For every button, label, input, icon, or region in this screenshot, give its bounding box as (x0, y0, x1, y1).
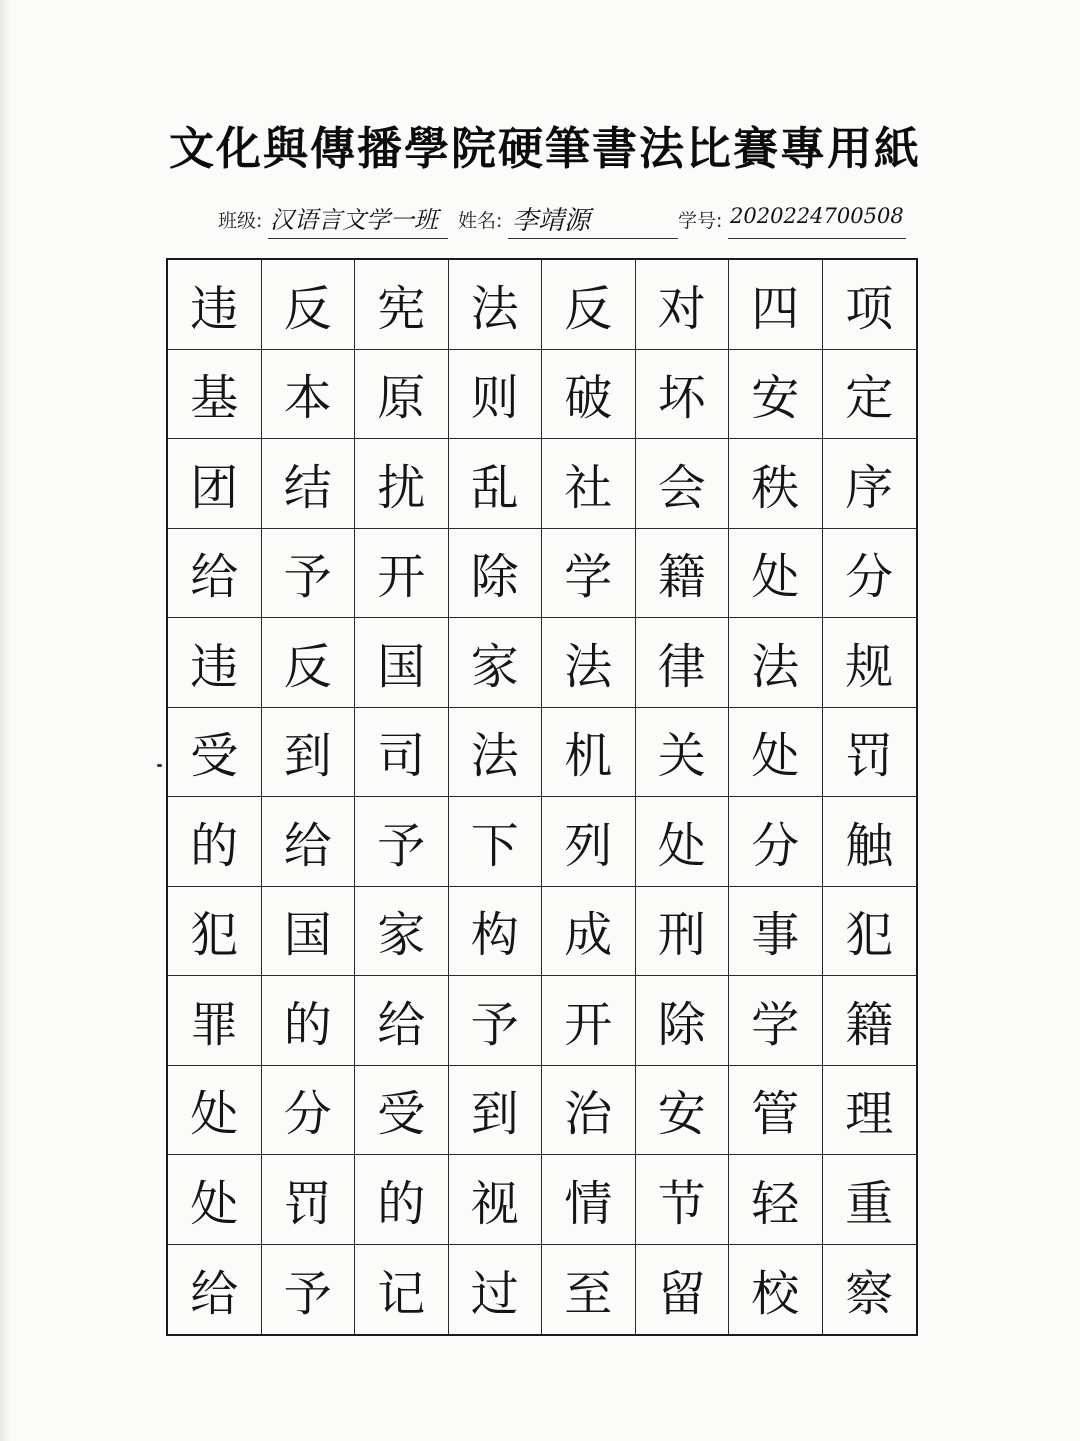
grid-cell: 法 (542, 618, 636, 708)
grid-cell: 予 (355, 797, 449, 887)
grid-cell: 分 (262, 1066, 356, 1156)
grid-cell: 记 (355, 1245, 449, 1335)
grid-cell: 处 (168, 1155, 262, 1245)
grid-cell: 的 (262, 976, 356, 1066)
grid-cell: 的 (355, 1155, 449, 1245)
grid-cell: 司 (355, 708, 449, 798)
grid-cell: 法 (449, 708, 543, 798)
grid-cell: 节 (636, 1155, 730, 1245)
grid-cell: 给 (355, 976, 449, 1066)
grid-cell: 触 (823, 797, 917, 887)
name-underline (508, 238, 678, 239)
paper-edge-shadow (0, 0, 12, 1441)
grid-cell: 定 (823, 350, 917, 440)
grid-cell: 社 (542, 439, 636, 529)
grid-cell: 予 (262, 529, 356, 619)
grid-cell: 处 (729, 708, 823, 798)
grid-cell: 反 (262, 618, 356, 708)
grid-cell: 犯 (168, 887, 262, 977)
grid-cell: 刑 (636, 887, 730, 977)
grid-cell: 过 (449, 1245, 543, 1335)
grid-cell: 除 (449, 529, 543, 619)
grid-cell: 关 (636, 708, 730, 798)
ink-speck (157, 764, 162, 767)
grid-cell: 罪 (168, 976, 262, 1066)
grid-cell: 受 (168, 708, 262, 798)
grid-cell: 违 (168, 618, 262, 708)
grid-cell: 机 (542, 708, 636, 798)
grid-cell: 乱 (449, 439, 543, 529)
grid-cell: 轻 (729, 1155, 823, 1245)
grid-cell: 开 (355, 529, 449, 619)
grid-cell: 到 (449, 1066, 543, 1156)
grid-cell: 团 (168, 439, 262, 529)
grid-cell: 项 (823, 260, 917, 350)
grid-cell: 反 (262, 260, 356, 350)
grid-cell: 籍 (823, 976, 917, 1066)
grid-cell: 处 (636, 797, 730, 887)
class-label: 班级: (218, 210, 263, 232)
grid-cell: 会 (636, 439, 730, 529)
grid-cell: 对 (636, 260, 730, 350)
grid-cell: 给 (168, 529, 262, 619)
name-label: 姓名: (458, 210, 503, 232)
grid-cell: 安 (729, 350, 823, 440)
grid-cell: 则 (449, 350, 543, 440)
grid-cell: 国 (355, 618, 449, 708)
grid-cell: 犯 (823, 887, 917, 977)
grid-cell: 安 (636, 1066, 730, 1156)
student-id-field (678, 196, 908, 240)
grid-cell: 四 (729, 260, 823, 350)
grid-cell: 罚 (262, 1155, 356, 1245)
grid-cell: 罚 (823, 708, 917, 798)
class-underline (268, 238, 448, 239)
grid-cell: 基 (168, 350, 262, 440)
grid-cell: 事 (729, 887, 823, 977)
name-value: 李靖源 (512, 206, 591, 236)
grid-cell: 坏 (636, 350, 730, 440)
grid-cell: 分 (729, 797, 823, 887)
grid-cell: 予 (262, 1245, 356, 1335)
grid-cell: 宪 (355, 260, 449, 350)
grid-cell: 反 (542, 260, 636, 350)
grid-cell: 重 (823, 1155, 917, 1245)
page-title: 文化與傳播學院硬筆書法比賽專用紙 (168, 122, 921, 175)
grid-cell: 开 (542, 976, 636, 1066)
grid-cell: 理 (823, 1066, 917, 1156)
grid-cell: 律 (636, 618, 730, 708)
calligraphy-grid (166, 258, 918, 1336)
grid-cell: 分 (823, 529, 917, 619)
grid-cell: 下 (449, 797, 543, 887)
grid-cell: 破 (542, 350, 636, 440)
class-field (218, 196, 448, 240)
grid-cell: 违 (168, 260, 262, 350)
grid-cell: 扰 (355, 439, 449, 529)
grid-cell: 学 (542, 529, 636, 619)
grid-cell: 情 (542, 1155, 636, 1245)
grid-cell: 留 (636, 1245, 730, 1335)
grid-cell: 家 (449, 618, 543, 708)
grid-cell: 学 (729, 976, 823, 1066)
grid-cell: 法 (729, 618, 823, 708)
name-field (458, 196, 680, 240)
grid-cell: 给 (262, 797, 356, 887)
class-value: 汉语言文学一班 (270, 206, 438, 234)
grid-cell: 家 (355, 887, 449, 977)
grid-cell: 受 (355, 1066, 449, 1156)
grid-cell: 列 (542, 797, 636, 887)
grid-cell: 予 (449, 976, 543, 1066)
grid-cell: 秩 (729, 439, 823, 529)
student-id-label: 学号: (678, 210, 723, 232)
grid-cell: 成 (542, 887, 636, 977)
grid-cell: 到 (262, 708, 356, 798)
grid-cell: 国 (262, 887, 356, 977)
grid-cell: 给 (168, 1245, 262, 1335)
grid-cell: 至 (542, 1245, 636, 1335)
grid-cell: 视 (449, 1155, 543, 1245)
student-id-underline (728, 238, 906, 239)
grid-cell: 察 (845, 1265, 894, 1322)
grid-cell: 校 (729, 1245, 823, 1335)
grid-cell: 规 (823, 618, 917, 708)
grid-cell: 籍 (636, 529, 730, 619)
grid-cell: 处 (729, 529, 823, 619)
grid-cell: 管 (729, 1066, 823, 1156)
grid-cell: 本 (262, 350, 356, 440)
student-id-value: 2020224700508 (730, 204, 904, 228)
grid-cell: 除 (636, 976, 730, 1066)
grid-cell: 原 (355, 350, 449, 440)
grid-cell: 法 (449, 260, 543, 350)
grid-cell: 的 (168, 797, 262, 887)
grid-cell: 处 (168, 1066, 262, 1156)
grid-cell: 结 (262, 439, 356, 529)
grid-cell: 构 (449, 887, 543, 977)
grid-cell: 治 (542, 1066, 636, 1156)
grid-cell: 序 (823, 439, 917, 529)
